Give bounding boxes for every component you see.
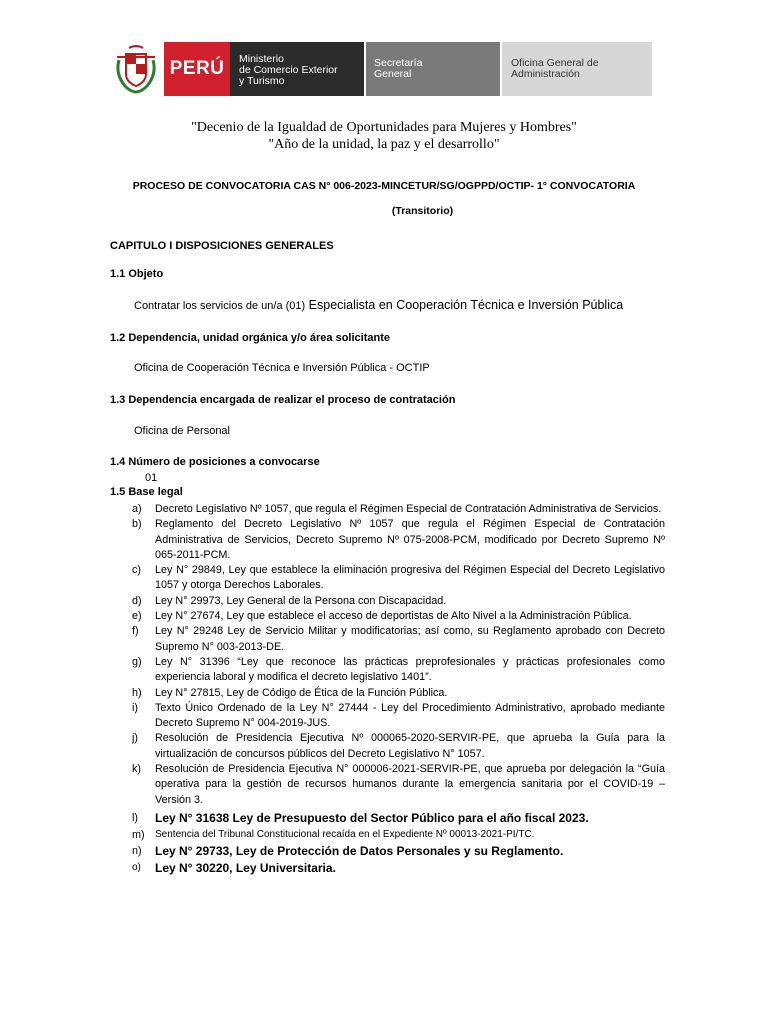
motto-line-1: "Decenio de la Igualdad de Oportunidades para Mujeres y Hombres" <box>191 120 577 135</box>
coat-of-arms-icon <box>108 42 164 96</box>
institutional-header <box>108 42 652 96</box>
list-item: e) Ley N° 27674, Ley que establece el acceso de deportistas de Alto Nivel a la Administración Pública. <box>132 610 632 623</box>
list-item: b) Reglamento del Decreto Legislativo Nº 1057 que regula el Régimen Especial de Contratación Administrativa de Servicios, Decreto Supremo Nº 075-2008-PCM, modificado por Decreto Supremo Nº 065-2011-PCM. <box>132 518 665 561</box>
list-item: h) Ley N° 27815, Ley de Código de Ética de la Función Pública. <box>132 686 448 699</box>
section-1-5-heading: 1.5 Base legal <box>110 486 183 498</box>
section-1-3-text: Oficina de Personal <box>134 425 230 437</box>
list-item: l) Ley N° 31638 Ley de Presupuesto del Sector Público para el año fiscal 2023. <box>132 810 589 825</box>
section-1-2-heading: 1.2 Dependencia, unidad orgánica y/o área solicitante <box>110 332 390 344</box>
list-item: o) Ley N° 30220, Ley Universitaria. <box>132 860 336 875</box>
section-1-1-text: Contratar los servicios de un/a (01) Especialista en Cooperación Técnica e Inversión Pública <box>134 298 624 312</box>
positions-count: 01 <box>145 472 158 484</box>
document-subtitle: (Transitorio) <box>391 205 454 217</box>
list-item: j) Resolución de Presidencia Ejecutiva Nº 000065-2020-SERVIR-PE, que aprueba la Guía para la virtualización de concursos públicos del Decreto Legislativo N° 1057. <box>132 732 665 760</box>
list-item: c) Ley N° 29849, Ley que establece la eliminación progresiva del Régimen Especial del Decreto Legislativo 1057 y otorga Derechos Laborales. <box>132 564 665 592</box>
list-item: d) Ley N° 29973, Ley General de la Persona con Discapacidad. <box>132 594 447 607</box>
legal-basis-list <box>110 502 665 876</box>
position-title: Especialista en Cooperación Técnica e Inversión Pública <box>305 298 624 312</box>
document-title: PROCESO DE CONVOCATORIA CAS N° 006-2023-MINCETUR/SG/OGPPD/OCTIP- 1° CONVOCATORIA <box>132 180 636 192</box>
list-item: k) Resolución de Presidencia Ejecutiva N° 000006-2021-SERVIR-PE, que aprueba por delegación la “Guía operativa para la gestión de recursos humanos durante la emergencia sanitaria por el COVID-19 – Versión 3. <box>132 763 665 806</box>
motto-line-2: "Año de la unidad, la paz y el desarrollo" <box>268 137 500 152</box>
decade-motto <box>0 119 768 153</box>
secretaria-label: Secretaría General <box>366 42 500 96</box>
office-label: Oficina General de Administración <box>502 42 652 96</box>
list-item: n) Ley N° 29733, Ley de Protección de Datos Personales y su Reglamento. <box>132 844 564 859</box>
section-1-1-heading: 1.1 Objeto <box>110 268 164 280</box>
ministry-label: Ministerio de Comercio Exterior y Turismo <box>230 42 364 96</box>
country-label: PERÚ <box>164 42 230 96</box>
list-item: f) Ley N° 29248 Ley de Servicio Militar y modificatorias; así como, su Reglamento aprobado con Decreto Supremo N° 003-2013-DE. <box>132 625 665 653</box>
list-item: m) Sentencia del Tribunal Constitucional recaída en el Expediente Nº 00013-2021-PI/TC. <box>132 829 535 842</box>
section-1-4-heading: 1.4 Número de posiciones a convocarse <box>110 456 320 468</box>
section-1-3-heading: 1.3 Dependencia encargada de realizar el proceso de contratación <box>110 394 456 406</box>
list-item: g) Ley N° 31396 “Ley que reconoce las prácticas preprofesionales y prácticas profesionales como experiencia laboral y modifica el decreto legislativo 1401”. <box>132 655 665 684</box>
section-1-2-text: Oficina de Cooperación Técnica e Inversión Pública - OCTIP <box>134 362 430 374</box>
chapter-heading: CAPITULO I DISPOSICIONES GENERALES <box>110 240 334 252</box>
list-item: a) Decreto Legislativo Nº 1057, que regula el Régimen Especial de Contratación Administrativa de Servicios. <box>132 503 662 515</box>
list-item: i) Texto Único Ordenado de la Ley N° 27444 - Ley del Procedimiento Administrativo, aprobado mediante Decreto Supremo N° 004-2019-JUS. <box>132 701 665 730</box>
